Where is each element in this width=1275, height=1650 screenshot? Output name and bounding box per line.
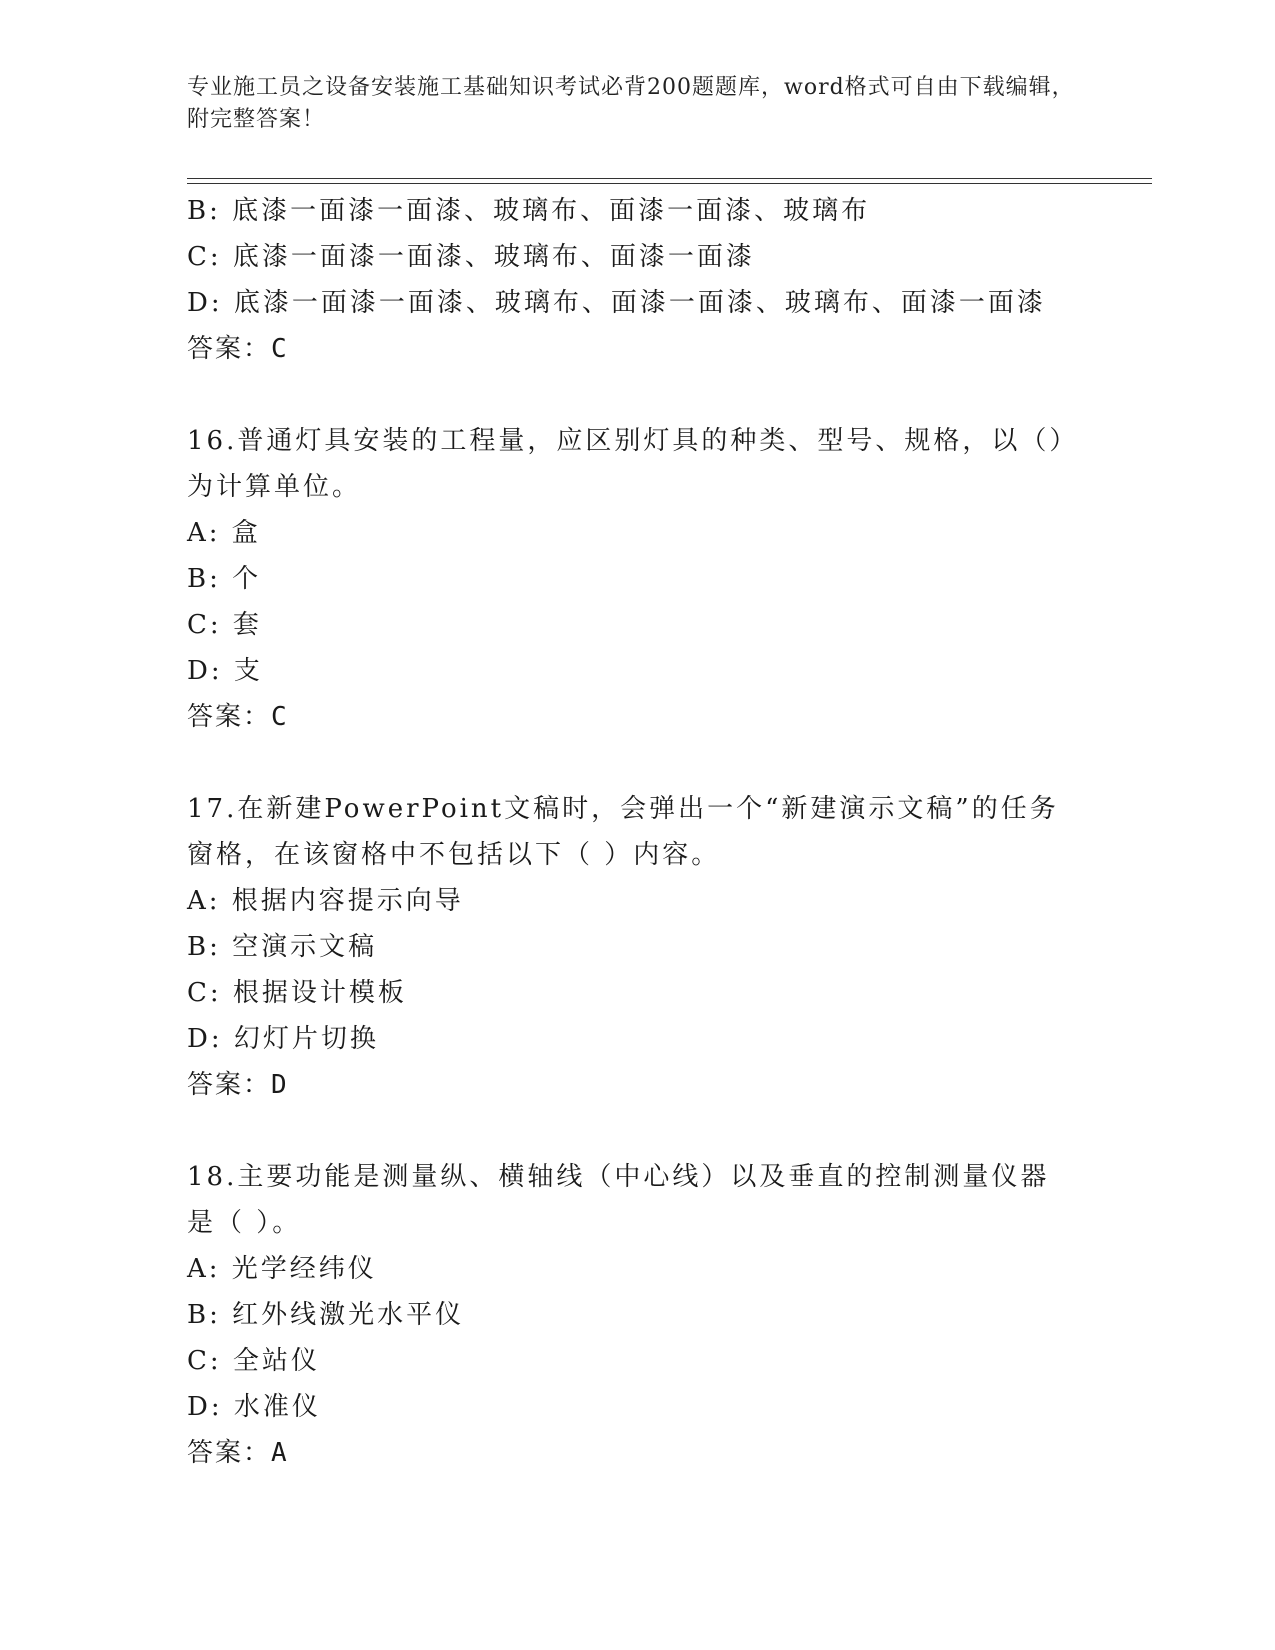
answer-label: 答案：: [187, 334, 272, 364]
spacer: [187, 372, 1087, 418]
option-c: C: 全站仪: [187, 1346, 320, 1376]
option-c: C: 底漆一面漆一面漆、玻璃布、面漆一面漆: [187, 242, 755, 272]
answer-label: 答案：: [187, 702, 272, 732]
option-a: A: 光学经纬仪: [187, 1254, 377, 1284]
option-d: D: 支: [187, 656, 263, 686]
option-b: B: 底漆一面漆一面漆、玻璃布、面漆一面漆、玻璃布: [187, 196, 871, 226]
answer-value: A: [271, 1438, 289, 1468]
option-a: A: 盒: [187, 518, 261, 548]
option-d: D: 水准仪: [187, 1392, 321, 1422]
answer-value: C: [271, 702, 289, 732]
answer-line: [187, 1430, 1087, 1476]
option-a: A: 根据内容提示向导: [187, 886, 464, 916]
question-17: [187, 786, 1087, 1108]
question-content: [187, 188, 1087, 1476]
spacer: [187, 740, 1087, 786]
answer-line: [187, 694, 1087, 740]
answer-line: [187, 326, 1087, 372]
option-c: C: 套: [187, 610, 262, 640]
option-d: D: 幻灯片切换: [187, 1024, 379, 1054]
option-d: D: 底漆一面漆一面漆、玻璃布、面漆一面漆、玻璃布、面漆一面漆: [187, 288, 1046, 318]
answer-label: 答案：: [187, 1438, 272, 1468]
spacer: [187, 1108, 1087, 1154]
answer-line: [187, 1062, 1087, 1108]
header-rule-bottom: [187, 183, 1152, 184]
question-18: [187, 1154, 1087, 1476]
header-rule-top: [187, 178, 1152, 179]
answer-value: C: [271, 334, 289, 364]
option-c: C: 根据设计模板: [187, 978, 407, 1008]
prev-question-block: [187, 188, 1087, 372]
question-stem: 16.普通灯具安装的工程量，应区别灯具的种类、型号、规格，以（）为计算单位。: [187, 426, 1066, 502]
question-16: [187, 418, 1087, 740]
answer-label: 答案：: [187, 1070, 272, 1100]
option-b: B: 红外线激光水平仪: [187, 1300, 465, 1330]
option-b: B: 空演示文稿: [187, 932, 378, 962]
document-header: 专业施工员之设备安装施工基础知识考试必背200题题库，word格式可自由下载编辑，附完整答案！: [187, 75, 1075, 132]
question-stem: 17.在新建PowerPoint文稿时，会弹出一个“新建演示文稿”的任务窗格，在该窗格中不包括以下（ ）内容。: [187, 794, 1059, 870]
question-stem: 18.主要功能是测量纵、横轴线（中心线）以及垂直的控制测量仪器是（ ）。: [187, 1162, 1050, 1238]
answer-value: D: [271, 1070, 289, 1100]
option-b: B: 个: [187, 564, 262, 594]
